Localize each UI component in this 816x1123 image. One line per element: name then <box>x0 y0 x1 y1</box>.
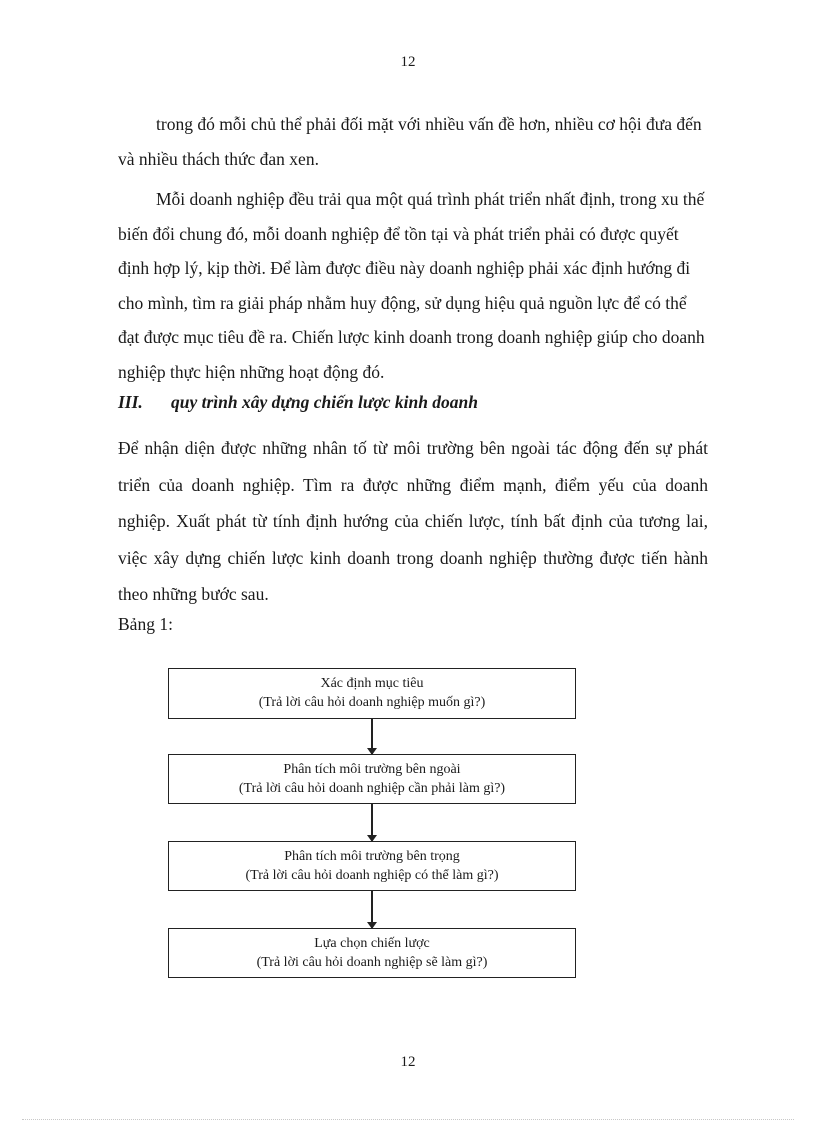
step-title: Phân tích môi trường bên ngoài <box>283 762 461 777</box>
step-subtitle: (Trả lời câu hỏi doanh nghiệp có thể làm gì?) <box>245 868 499 883</box>
arrow-down-icon <box>371 804 373 841</box>
paragraph-text: trong đó mỗi chủ thể phải đối mặt với nhiều vấn đề hơn, nhiều cơ hội đưa đến và nhiều thách thức đan xen. <box>118 114 702 169</box>
step-title: Xác định mục tiêu <box>320 676 424 691</box>
arrow-down-icon <box>371 891 373 928</box>
page-bottom-divider <box>22 1119 794 1120</box>
paragraph-continuation <box>118 107 708 176</box>
table-label: Bảng 1: <box>118 614 173 634</box>
step-title: Lựa chọn chiến lược <box>314 936 430 951</box>
step-subtitle: (Trả lời câu hỏi doanh nghiệp muốn gì?) <box>258 695 486 710</box>
step-subtitle: (Trả lời câu hỏi doanh nghiệp sẽ làm gì?) <box>256 955 488 970</box>
section-number: III. <box>118 392 143 412</box>
paragraph-process-intro: Để nhận diện được những nhân tố từ môi trường bên ngoài tác động đến sự phát triển của doanh nghiệp. Tìm ra được những điểm mạnh, điểm yếu của doanh nghiệp. Xuất phát từ tính định hướng của chiến lược, tính bất định của tương lai, việc xây dựng chiến lược kinh doanh trong doanh nghiệp thường được tiến hành theo những bước sau. <box>118 438 708 604</box>
page-number-top: 12 <box>400 54 416 70</box>
paragraph-business-context <box>118 182 708 389</box>
flowchart-step-2 <box>168 754 576 804</box>
step-subtitle: (Trả lời câu hỏi doanh nghiệp cần phải làm gì?) <box>238 781 506 796</box>
flowchart-step-4 <box>168 928 576 978</box>
paragraph-text: Mỗi doanh nghiệp đều trải qua một quá trình phát triển nhất định, trong xu thế biến đổi chung đó, mỗi doanh nghiệp để tồn tại và phát triển phải có được quyết định hợp lý, kịp thời. Để làm được điều này doanh nghiệp phải xác định hướng đi cho mình, tìm ra giải pháp nhằm huy động, sử dụng hiệu quả nguồn lực để có thể đạt được mục tiêu đề ra. Chiến lược kinh doanh trong doanh nghiệp giúp cho doanh nghiệp thực hiện những hoạt động đó. <box>118 189 705 382</box>
page-number-bottom: 12 <box>400 1054 416 1070</box>
flowchart-step-1 <box>168 668 576 719</box>
section-heading <box>118 392 478 413</box>
flowchart-step-3 <box>168 841 576 891</box>
section-title: quy trình xây dựng chiến lược kinh doanh <box>171 392 479 412</box>
step-title: Phân tích môi trường bên trọng <box>284 849 460 864</box>
arrow-down-icon <box>371 719 373 754</box>
